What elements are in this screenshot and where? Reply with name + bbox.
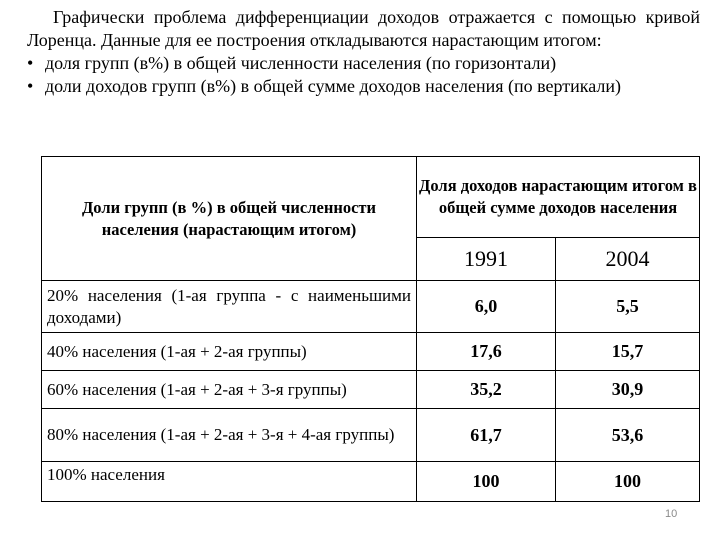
value-1991: 61,7 bbox=[417, 409, 556, 462]
row-label: 40% населения (1-ая + 2-ая группы) bbox=[42, 333, 417, 371]
intro-text bbox=[27, 6, 700, 98]
value-1991: 100 bbox=[417, 462, 556, 502]
bullet-item-vertical bbox=[27, 75, 700, 98]
bullet-icon: • bbox=[27, 53, 34, 73]
year-2004-header: 2004 bbox=[556, 238, 700, 281]
population-share-header: Доли групп (в %) в общей численности населения (нарастающим итогом) bbox=[42, 157, 417, 281]
table-row bbox=[42, 371, 700, 409]
bullet-icon: • bbox=[27, 76, 34, 96]
bullet-text: доля групп (в%) в общей численности населения (по горизонтали) bbox=[45, 53, 557, 73]
row-label: 60% населения (1-ая + 2-ая + 3-я группы) bbox=[42, 371, 417, 409]
row-label: 80% населения (1-ая + 2-ая + 3-я + 4-ая группы) bbox=[42, 409, 417, 462]
value-1991: 35,2 bbox=[417, 371, 556, 409]
page-number: 10 bbox=[665, 508, 678, 520]
bullet-item-horizontal bbox=[27, 52, 700, 75]
value-2004: 30,9 bbox=[556, 371, 700, 409]
bullet-list bbox=[27, 52, 700, 98]
value-2004: 15,7 bbox=[556, 333, 700, 371]
bullet-text: доли доходов групп (в%) в общей сумме доходов населения (по вертикали) bbox=[45, 76, 622, 96]
income-share-header: Доля доходов нарастающим итогом в общей сумме доходов населения bbox=[417, 157, 700, 238]
year-1991-header: 1991 bbox=[417, 238, 556, 281]
table-row bbox=[42, 333, 700, 371]
value-2004: 100 bbox=[556, 462, 700, 502]
table-row bbox=[42, 462, 700, 502]
value-1991: 6,0 bbox=[417, 281, 556, 333]
value-2004: 5,5 bbox=[556, 281, 700, 333]
table-row bbox=[42, 281, 700, 333]
lorenz-data-table bbox=[41, 156, 700, 502]
table-row bbox=[42, 409, 700, 462]
value-1991: 17,6 bbox=[417, 333, 556, 371]
value-2004: 53,6 bbox=[556, 409, 700, 462]
row-label: 20% населения (1-ая группа - с наименьшими доходами) bbox=[42, 281, 417, 333]
intro-paragraph: Графически проблема дифференциации доходов отражается с помощью кривой Лоренца. Данные для ее построения откладываются нарастающим итогом: bbox=[27, 7, 700, 50]
row-label: 100% населения bbox=[42, 462, 417, 502]
